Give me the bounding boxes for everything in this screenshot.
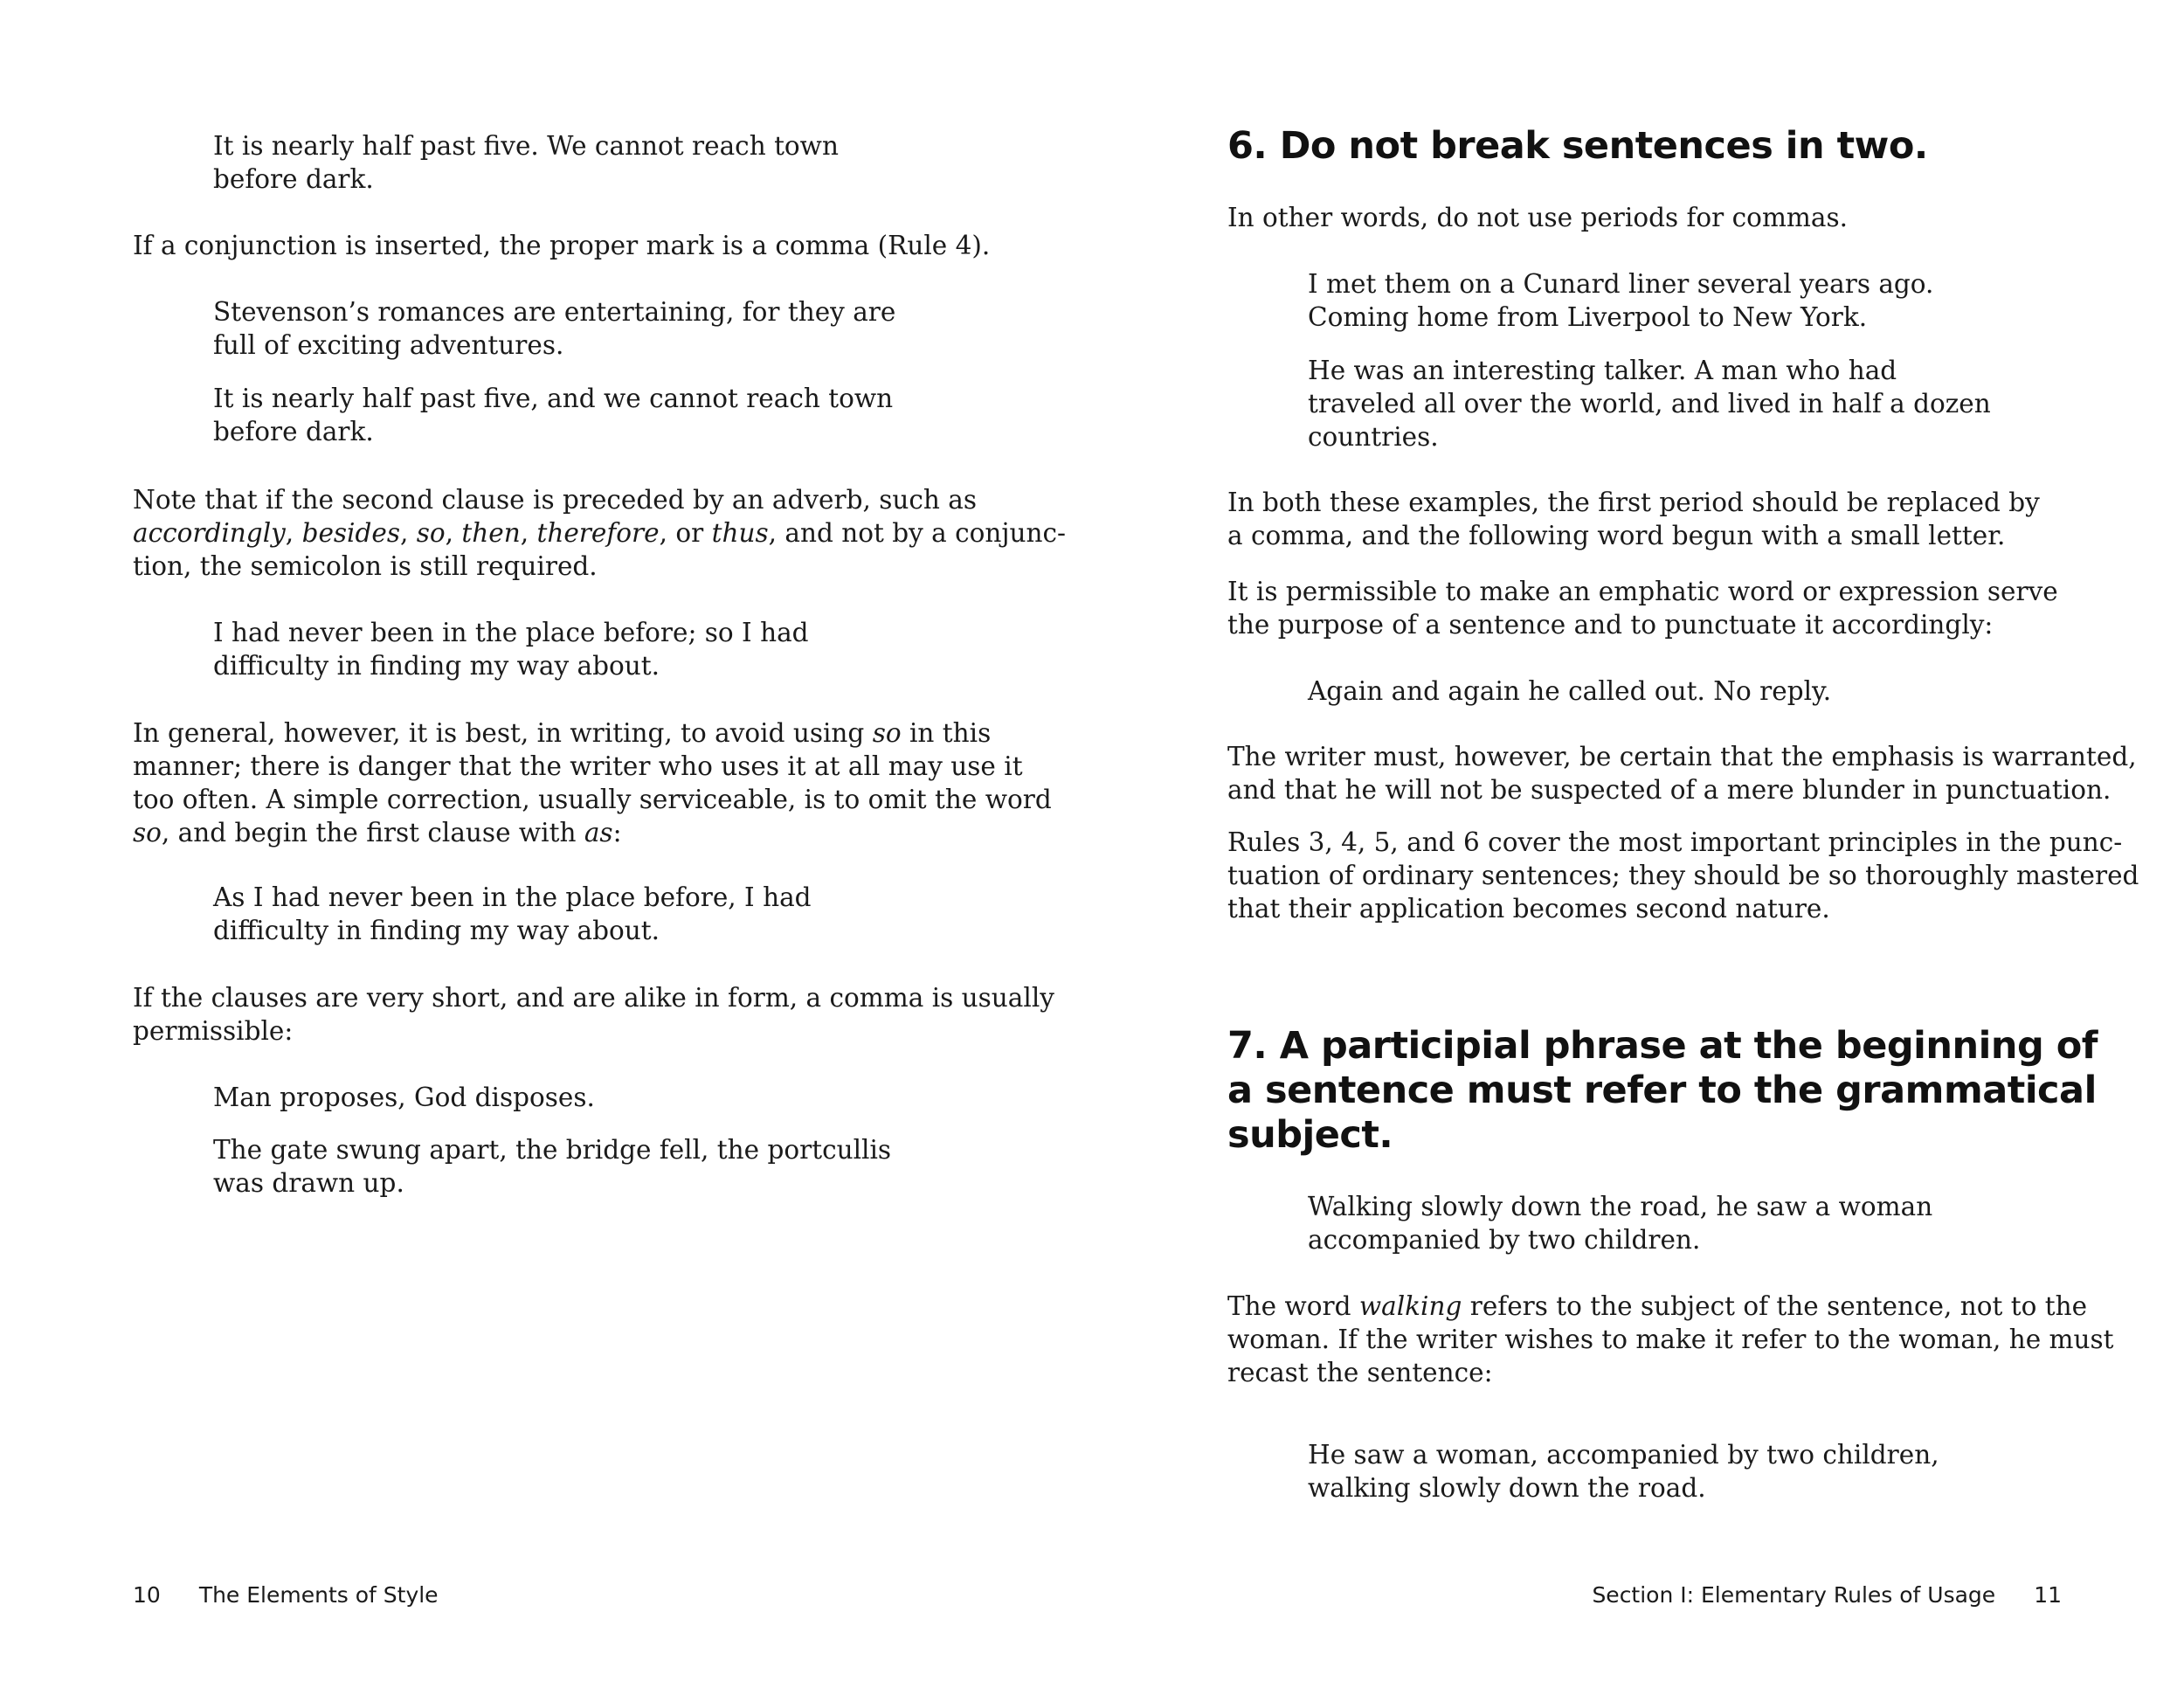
- text-line: a comma, and the following word begun with a small letter.: [1227, 521, 2006, 550]
- body-paragraph: [133, 483, 1066, 583]
- right-page-number: 11: [2034, 1582, 2062, 1608]
- text-line: It is permissible to make an emphatic word or expression serve: [1227, 577, 2058, 606]
- body-paragraph: [133, 981, 1054, 1048]
- body-paragraph: [1227, 201, 1848, 234]
- text-line: In other words, do not use periods for commas.: [1227, 203, 1848, 232]
- example-sentence: [1308, 1438, 1939, 1505]
- text-line: difficulty in finding my way about.: [213, 916, 660, 945]
- text-line: As I had never been in the place before, I had: [213, 882, 812, 912]
- body-paragraph: [1227, 1290, 2114, 1389]
- text-line: permissible:: [133, 1016, 294, 1046]
- text-line: If the clauses are very short, and are alike in form, a comma is usually: [133, 983, 1054, 1013]
- body-paragraph: [1227, 826, 2139, 925]
- text-line: traveled all over the world, and lived in half a dozen: [1308, 389, 1991, 419]
- example-sentence: [1308, 267, 1933, 334]
- text-line: 7. A participial phrase at the beginning of: [1227, 1024, 2098, 1068]
- text-line: If a conjunction is inserted, the proper mark is a comma (Rule 4).: [133, 231, 991, 260]
- text-line: In general, however, it is best, in writing, to avoid using so in this: [133, 718, 992, 748]
- text-line: was drawn up.: [213, 1168, 404, 1198]
- text-line: walking slowly down the road.: [1308, 1473, 1706, 1503]
- text-line: It is nearly half past five, and we cannot reach town: [213, 384, 894, 413]
- right-page: [1227, 0, 2139, 1688]
- example-sentence: [213, 129, 839, 196]
- text-line: Rules 3, 4, 5, and 6 cover the most important principles in the punc-: [1227, 827, 2123, 857]
- text-line: countries.: [1308, 422, 1439, 452]
- left-page: [133, 0, 1067, 1688]
- example-sentence: [213, 295, 895, 362]
- text-line: The writer must, however, be certain that the emphasis is warranted,: [1227, 742, 2137, 771]
- example-sentence: [213, 881, 812, 947]
- text-line: woman. If the writer wishes to make it refer to the woman, he must: [1227, 1325, 2114, 1354]
- example-sentence: [1308, 354, 1991, 453]
- example-sentence: [213, 382, 893, 448]
- text-line: before dark.: [213, 164, 374, 194]
- text-line: The gate swung apart, the bridge fell, the portcullis: [213, 1135, 892, 1165]
- text-line: recast the sentence:: [1227, 1358, 1493, 1387]
- body-paragraph: [1227, 575, 2058, 641]
- text-line: manner; there is danger that the writer who uses it at all may use it: [133, 751, 1023, 781]
- text-line: I had never been in the place before; so I had: [213, 618, 809, 647]
- text-line: Again and again he called out. No reply.: [1308, 676, 1832, 706]
- text-line: 6. Do not break sentences in two.: [1227, 124, 1928, 168]
- text-line: tuation of ordinary sentences; they should be so thoroughly mastered: [1227, 861, 2139, 890]
- text-line: It is nearly half past five. We cannot reach town: [213, 131, 839, 161]
- text-line: full of exciting adventures.: [213, 330, 564, 360]
- example-sentence: [213, 1081, 595, 1114]
- text-line: subject.: [1227, 1113, 1393, 1157]
- body-paragraph: [1227, 486, 2040, 552]
- example-sentence: [213, 616, 809, 682]
- text-line: Note that if the second clause is preceded by an adverb, such as: [133, 485, 977, 515]
- text-line: and that he will not be suspected of a mere blunder in punctuation.: [1227, 775, 2111, 805]
- text-line: so, and begin the first clause with as:: [133, 818, 622, 847]
- text-line: The word walking refers to the subject of the sentence, not to the: [1227, 1291, 2088, 1321]
- text-line: Coming home from Liverpool to New York.: [1308, 302, 1868, 332]
- text-line: I met them on a Cunard liner several years ago.: [1308, 269, 1934, 299]
- text-line: that their application becomes second nature.: [1227, 894, 1830, 924]
- text-line: Stevenson’s romances are entertaining, for they are: [213, 297, 896, 327]
- left-running-title: The Elements of Style: [198, 1582, 439, 1608]
- section-heading: [1227, 124, 1928, 169]
- example-sentence: [213, 1133, 891, 1200]
- text-line: He was an interesting talker. A man who had: [1308, 356, 1897, 385]
- text-line: tion, the semicolon is still required.: [133, 551, 598, 581]
- example-sentence: [1308, 675, 1831, 708]
- body-paragraph: [133, 229, 990, 262]
- body-paragraph: [1227, 740, 2137, 806]
- text-line: accordingly, besides, so, then, therefore, or thus, and not by a conjunc-: [133, 518, 1067, 548]
- right-running-title: Section I: Elementary Rules of Usage: [1592, 1582, 1996, 1608]
- example-sentence: [1308, 1190, 1932, 1256]
- text-line: a sentence must refer to the grammatical: [1227, 1069, 2097, 1112]
- text-line: In both these examples, the first period should be replaced by: [1227, 488, 2040, 517]
- left-page-number: 10: [133, 1582, 161, 1608]
- text-line: before dark.: [213, 417, 374, 446]
- text-line: the purpose of a sentence and to punctuate it accordingly:: [1227, 610, 1994, 640]
- text-line: Man proposes, God disposes.: [213, 1083, 595, 1112]
- text-line: too often. A simple correction, usually serviceable, is to omit the word: [133, 785, 1052, 814]
- body-paragraph: [133, 716, 1052, 849]
- text-line: difficulty in finding my way about.: [213, 651, 660, 681]
- section-heading: [1227, 1024, 2098, 1158]
- right-footer: [1592, 1581, 2062, 1609]
- left-footer: [133, 1581, 439, 1609]
- text-line: accompanied by two children.: [1308, 1225, 1701, 1255]
- text-line: He saw a woman, accompanied by two children,: [1308, 1440, 1939, 1470]
- text-line: Walking slowly down the road, he saw a woman: [1308, 1192, 1933, 1221]
